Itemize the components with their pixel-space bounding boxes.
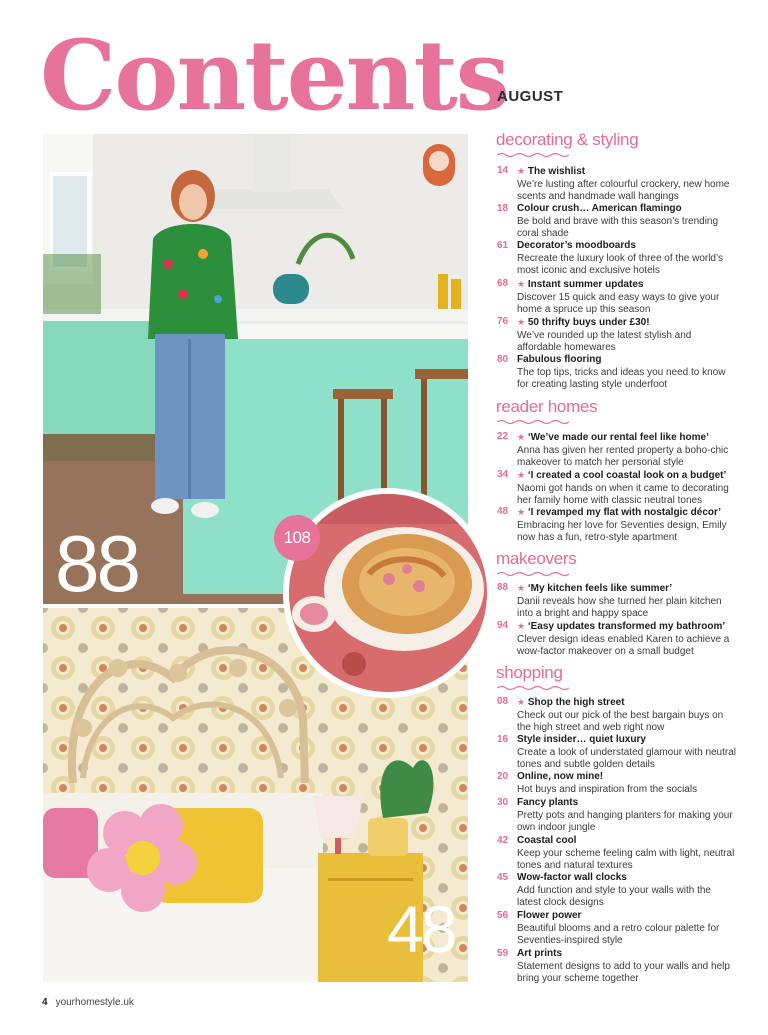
entry-title: Online, now mine! — [517, 771, 604, 782]
entry-title: 50 thrifty buys under £30! — [527, 317, 650, 328]
entry-page: 48 — [497, 506, 509, 517]
section-heading-decorating: decorating & styling — [496, 130, 639, 149]
star-icon: ★ — [517, 279, 526, 289]
entry-title: Art prints — [517, 948, 562, 959]
entry-description: Statement designs to add to your walls and help bring your scheme together — [517, 960, 730, 984]
toc-entry[interactable] — [497, 316, 737, 355]
bedroom-page-number: 48 — [387, 892, 455, 966]
toc-entry[interactable] — [497, 165, 737, 204]
entry-page: 88 — [497, 582, 509, 593]
star-icon: ★ — [517, 432, 526, 442]
toc-entry[interactable] — [497, 734, 737, 772]
section-heading-reader-homes: reader homes — [496, 397, 598, 416]
entry-description: The top tips, tricks and ideas you need to know for creating lasting style underfoot — [517, 366, 726, 390]
entry-title: Style insider… quiet luxury — [517, 734, 646, 745]
toc-entry[interactable] — [497, 582, 737, 621]
toc-entry[interactable] — [497, 203, 737, 241]
toc-entry[interactable] — [497, 797, 737, 835]
entry-page: 68 — [497, 278, 509, 289]
entry-title: Shop the high street — [527, 697, 625, 708]
food-illustration — [289, 494, 487, 692]
star-icon: ★ — [517, 583, 526, 593]
toc-entry[interactable] — [497, 620, 737, 659]
kitchen-page-number: 88 — [55, 519, 138, 604]
entry-page: 56 — [497, 910, 509, 921]
entry-description: Check out our pick of the best bargain buys on the high street and web right now — [517, 709, 724, 733]
entry-title: ‘I created a cool coastal look on a budget’ — [527, 470, 727, 481]
section-heading-makeovers: makeovers — [496, 549, 577, 568]
toc-entry[interactable] — [497, 696, 737, 735]
squiggle-divider — [497, 419, 569, 425]
footer-url[interactable]: yourhomestyle.uk — [55, 997, 134, 1008]
entry-description: Recreate the luxury look of three of the world’s most iconic and exclusive hotels — [517, 252, 724, 276]
entry-page: 18 — [497, 203, 509, 214]
entry-description: Anna has given her rented property a boho-chic makeover to match her personal style — [517, 444, 729, 468]
entry-title: Flower power — [517, 910, 582, 921]
squiggle-divider — [497, 152, 569, 158]
entry-page: 22 — [497, 431, 509, 442]
entry-title: ‘Easy updates transformed my bathroom’ — [527, 621, 726, 632]
toc-entry[interactable] — [497, 910, 737, 948]
toc-entry[interactable] — [497, 278, 737, 317]
entry-page: 42 — [497, 835, 509, 846]
entry-page: 20 — [497, 771, 509, 782]
entry-page: 45 — [497, 872, 509, 883]
entry-page: 94 — [497, 620, 509, 631]
toc-entry[interactable] — [497, 506, 737, 545]
entry-page: 59 — [497, 948, 509, 959]
toc-entry[interactable] — [497, 240, 737, 278]
entry-description: Pretty pots and hanging planters for making your own indoor jungle — [517, 809, 733, 833]
squiggle-divider — [497, 685, 569, 691]
entry-description: Create a look of understated glamour with neutral tones and subtle golden details — [517, 746, 737, 770]
entry-page: 14 — [497, 165, 509, 176]
entry-page: 08 — [497, 696, 509, 707]
entry-description: Clever design ideas enabled Karen to achieve a wow-factor makeover on a small budget — [517, 633, 730, 657]
entry-description: We’ve rounded up the latest stylish and affordable homewares — [517, 329, 692, 353]
entry-page: 80 — [497, 354, 509, 365]
toc-entry[interactable] — [497, 771, 737, 796]
entry-page: 30 — [497, 797, 509, 808]
entry-title: Instant summer updates — [527, 279, 644, 290]
entry-title: Decorator’s moodboards — [517, 240, 636, 251]
entry-description: Beautiful blooms and a retro colour palette for Seventies-inspired style — [517, 922, 720, 946]
masthead-title: Contents — [40, 19, 508, 132]
entry-page: 34 — [497, 469, 509, 480]
entry-description: Add function and style to your walls with the latest clock designs — [517, 884, 711, 908]
section-heading-shopping: shopping — [496, 663, 563, 682]
footer-page-number: 4 — [42, 997, 48, 1008]
entry-description: Be bold and brave with this season’s trending coral shade — [517, 215, 719, 239]
toc-entry[interactable] — [497, 431, 737, 470]
issue-month: AUGUST — [497, 88, 564, 105]
entry-description: Naomi got hands on when it came to decorating her family home with classic neutral tones — [517, 482, 729, 506]
entry-description: We’re lusting after colourful crockery, new home scents and handmade wall hangings — [517, 178, 730, 202]
entry-description: Embracing her love for Seventies design, Emily now has a fun, retro-style apartment — [517, 519, 727, 543]
entry-page: 76 — [497, 316, 509, 327]
entry-title: Fancy plants — [517, 797, 579, 808]
entry-title: ‘I revamped my flat with nostalgic décor’ — [527, 507, 722, 518]
toc-entry[interactable] — [497, 354, 737, 392]
toc-entry[interactable] — [497, 872, 737, 910]
page-footer — [42, 997, 134, 1008]
star-icon: ★ — [517, 621, 526, 631]
toc-entry[interactable] — [497, 835, 737, 873]
entry-page: 61 — [497, 240, 509, 251]
entry-description: Hot buys and inspiration from the socials — [517, 783, 698, 795]
entry-description: Discover 15 quick and easy ways to give your home a spruce up this season — [517, 291, 720, 315]
entry-page: 16 — [497, 734, 509, 745]
star-icon: ★ — [517, 317, 526, 327]
entry-title: Fabulous flooring — [517, 354, 602, 365]
entry-title: ‘We’ve made our rental feel like home’ — [527, 432, 709, 443]
entry-description: Keep your scheme feeling calm with light, neutral tones and natural textures — [517, 847, 735, 871]
food-photo — [283, 488, 493, 698]
entry-title: ‘My kitchen feels like summer’ — [527, 583, 673, 594]
toc-entry[interactable] — [497, 469, 737, 508]
squiggle-divider — [497, 571, 569, 577]
entry-description: Danii reveals how she turned her plain kitchen into a bright and happy space — [517, 595, 722, 619]
star-icon: ★ — [517, 507, 526, 517]
entry-title: Colour crush… American flamingo — [517, 203, 682, 214]
entry-title: The wishlist — [527, 166, 586, 177]
entry-title: Coastal cool — [517, 835, 577, 846]
food-page-badge: 108 — [274, 515, 320, 561]
toc-entry[interactable] — [497, 948, 737, 986]
star-icon: ★ — [517, 470, 526, 480]
star-icon: ★ — [517, 697, 526, 707]
star-icon: ★ — [517, 166, 526, 176]
entry-title: Wow-factor wall clocks — [517, 872, 627, 883]
